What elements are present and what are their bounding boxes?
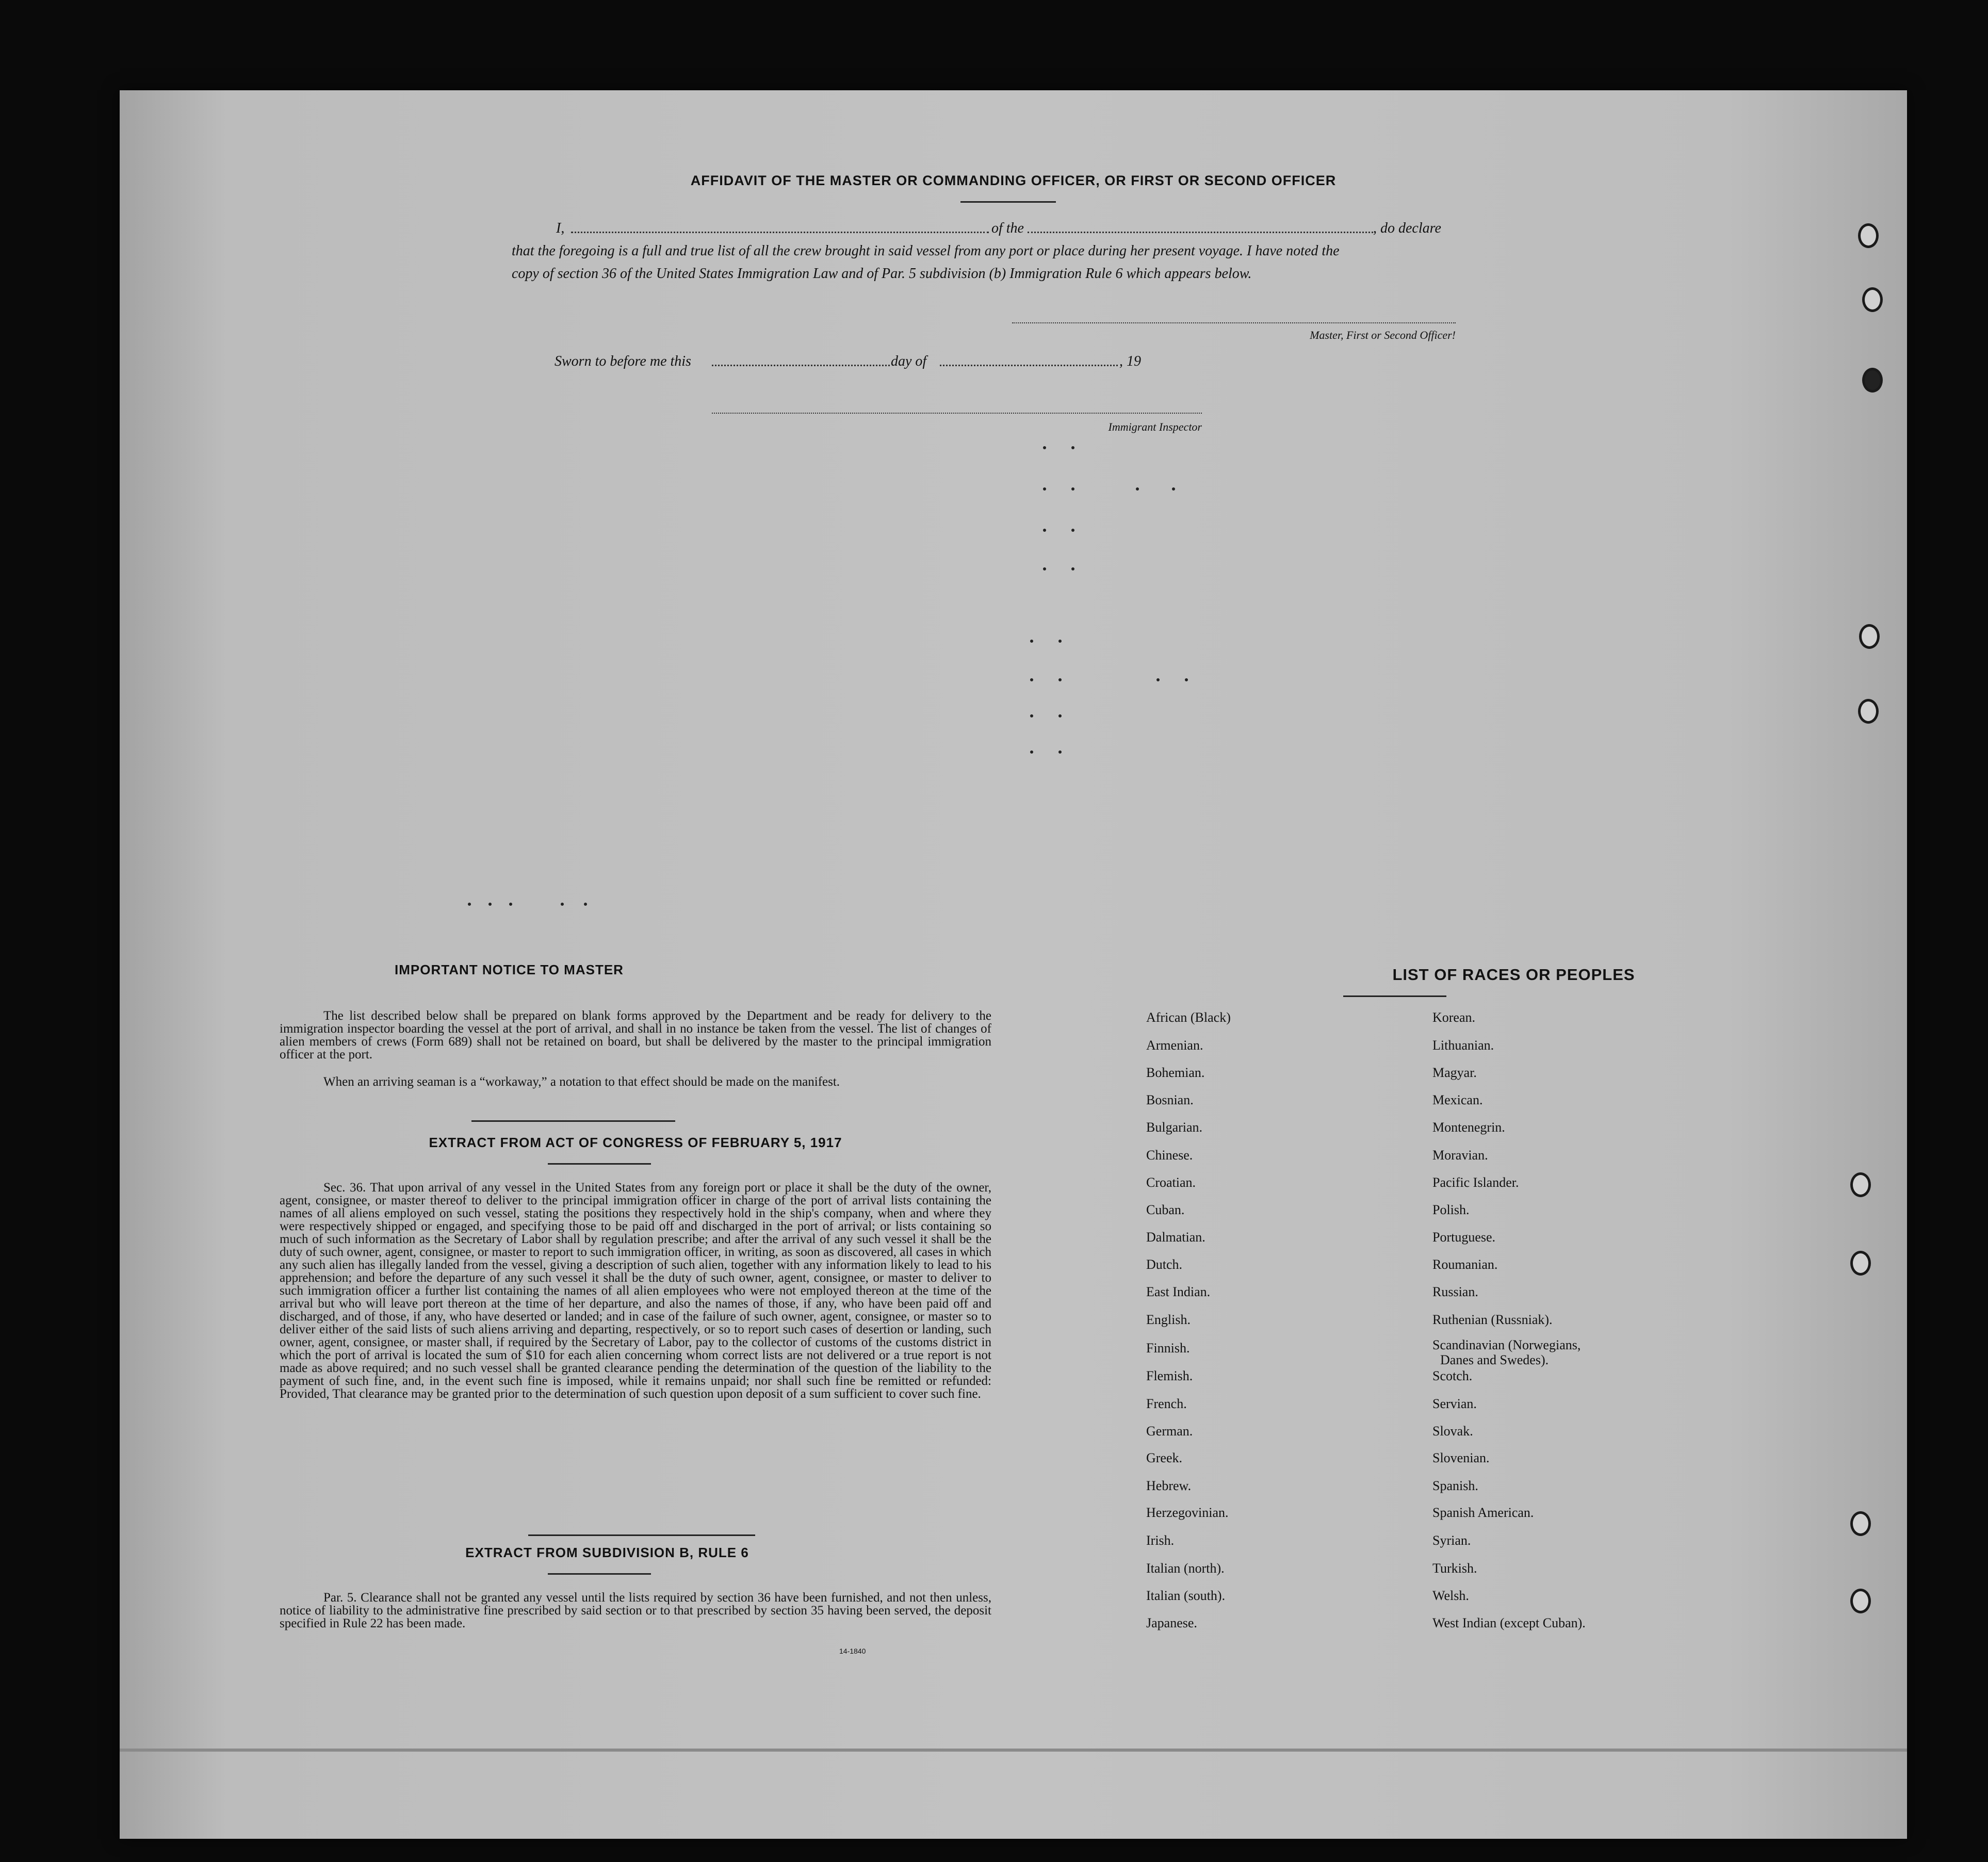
stray-mark — [561, 903, 564, 906]
stray-mark — [1030, 750, 1033, 754]
punch-hole-icon — [1859, 624, 1880, 649]
race-right-item: Welsh. — [1432, 1588, 1469, 1603]
year-label: , 19 — [1119, 353, 1141, 369]
punch-hole-icon — [1858, 223, 1879, 248]
race-right-item: Scotch. — [1432, 1368, 1473, 1383]
inspector-caption: Immigrant Inspector — [1108, 420, 1202, 433]
race-right-item: Slovak. — [1432, 1424, 1473, 1439]
stray-mark — [1058, 678, 1062, 681]
sheet-fold-line — [120, 1749, 1907, 1752]
rule-text: Par. 5. Clearance shall not be granted any vessel until the lists required by section 36 have been furnished, and not then unless, notice of liability to the administrative fine prescribed by said section or to that prescribed by section 35 having been served, the deposit specified in Rule 22 has been made. — [280, 1591, 991, 1630]
notice-divider — [471, 1120, 675, 1122]
race-right-item: Moravian. — [1432, 1148, 1488, 1163]
stray-mark — [468, 903, 471, 906]
affidavit-of-label: of the — [991, 220, 1024, 236]
race-right-item: Slovenian. — [1432, 1450, 1490, 1465]
stray-mark — [1071, 446, 1074, 449]
race-left-item: Cuban. — [1146, 1202, 1185, 1217]
act-end-divider — [528, 1534, 755, 1536]
master-name-field[interactable] — [571, 232, 989, 233]
race-left-item: Finnish. — [1146, 1341, 1190, 1355]
race-left-item: Italian (south). — [1146, 1588, 1226, 1603]
stray-mark — [509, 903, 512, 906]
race-right-item: Montenegrin. — [1432, 1120, 1505, 1135]
stray-mark — [1043, 446, 1046, 449]
stray-mark — [1058, 750, 1062, 754]
stray-mark — [1071, 487, 1074, 491]
rule-title: EXTRACT FROM SUBDIVISION B, RULE 6 — [465, 1545, 749, 1560]
race-right-item: Scandinavian (Norwegians, — [1432, 1337, 1581, 1352]
race-right-item: Korean. — [1432, 1010, 1476, 1025]
affidavit-declare-label: , do declare — [1373, 220, 1441, 236]
punch-hole-icon — [1850, 1589, 1871, 1613]
act-title: EXTRACT FROM ACT OF CONGRESS OF FEBRUARY 5, 1917 — [429, 1135, 842, 1150]
affidavit-title: AFFIDAVIT OF THE MASTER OR COMMANDING OFFICER, OR FIRST OR SECOND OFFICER — [690, 173, 1337, 188]
race-right-item: West Indian (except Cuban). — [1432, 1615, 1586, 1630]
race-right-item: Portuguese. — [1432, 1230, 1496, 1245]
affidavit-i-label: I, — [556, 220, 565, 236]
race-right-item: Ruthenian (Russniak). — [1432, 1312, 1553, 1327]
sworn-month-field[interactable] — [940, 365, 1118, 366]
punch-hole-icon — [1850, 1172, 1871, 1197]
race-left-item: Herzegovinian. — [1146, 1505, 1229, 1520]
race-right-item: Lithuanian. — [1432, 1038, 1494, 1053]
race-right-item: Polish. — [1432, 1202, 1470, 1217]
punch-hole-icon — [1850, 1251, 1871, 1276]
stray-mark — [1071, 567, 1074, 570]
stray-mark — [1136, 487, 1139, 491]
race-left-item: English. — [1146, 1312, 1191, 1327]
race-left-item: Chinese. — [1146, 1148, 1193, 1163]
race-right-item: Mexican. — [1432, 1092, 1483, 1107]
race-right-item: Roumanian. — [1432, 1257, 1498, 1272]
race-left-item: Greek. — [1146, 1450, 1183, 1465]
race-left-item: Irish. — [1146, 1533, 1175, 1548]
race-right-item: Turkish. — [1432, 1561, 1477, 1576]
document-sheet — [120, 90, 1907, 1839]
stray-mark — [1058, 640, 1062, 643]
race-left-item: African (Black) — [1146, 1010, 1231, 1025]
race-left-item: Croatian. — [1146, 1175, 1196, 1190]
race-left-item: Dutch. — [1146, 1257, 1183, 1272]
race-left-item: Armenian. — [1146, 1038, 1203, 1053]
officer-signature-line[interactable] — [1012, 322, 1456, 323]
race-left-item: Hebrew. — [1146, 1478, 1192, 1493]
day-of-label: day of — [891, 353, 927, 369]
race-left-item: German. — [1146, 1424, 1193, 1439]
race-right-item: Servian. — [1432, 1396, 1477, 1411]
notice-text-1: The list described below shall be prepared on blank forms approved by the Department and be ready for delivery to the immigration inspector boarding the vessel at the port of arrival, and shall in no instance be taken from the vessel. The list of changes of alien members of crews (Form 689) shall not be retained on board, but shall be delivered by the master to the principal immigration officer at the port. — [280, 1009, 991, 1061]
punch-hole-icon — [1850, 1511, 1871, 1536]
affidavit-line-3: copy of section 36 of the United States Immigration Law and of Par. 5 subdivision (b) Immigration Rule 6 which appears below. — [512, 266, 1252, 282]
race-left-item: Flemish. — [1146, 1368, 1193, 1383]
race-left-item: Italian (north). — [1146, 1561, 1225, 1576]
race-right-item: Russian. — [1432, 1284, 1478, 1299]
stray-mark — [1185, 678, 1188, 681]
stray-mark — [1058, 714, 1062, 717]
race-right-item: Danes and Swedes). — [1440, 1352, 1549, 1367]
sworn-label: Sworn to before me this — [555, 353, 691, 369]
title-underline — [960, 201, 1056, 203]
race-right-item: Spanish. — [1432, 1478, 1478, 1493]
stray-mark — [1030, 714, 1033, 717]
form-number: 14-1840 — [839, 1647, 866, 1655]
races-title: LIST OF RACES OR PEOPLES — [1392, 966, 1635, 984]
act-text: Sec. 36. That upon arrival of any vessel in the United States from any foreign port or place it shall be the duty of the owner, agent, consignee, or master thereof to deliver to the principal immigration officer in charge of the port of arrival lists containing the names of all aliens employed on such vessel, stating the positions they respectively hold in the ship's company, when and where they were respectively shipped or engaged, and specifying those to be paid off and discharged in the port of arrival; or lists containing so much of such information as the Secretary of Labor shall by regulation prescribe; and after the arrival of any such vessel it shall be the duty of such owner, agent, consignee, or master to report to such immigration officer, in writing, as soon as discovered, all cases in which any such alien has illegally landed from the vessel, giving a description of such alien, together with any information likely to lead to his apprehension; and before the departure of any such vessel it shall be the duty of such owner, agent, consignee, or master to deliver to such immigration officer a further list containing the names of all alien employees who were not employed thereon at the time of the arrival but who will leave port thereon at the time of her departure, and also the names of those, if any, who have been paid off and discharged, and of those, if any, who have deserted or landed; and in case of the failure of such owner, agent, consignee, or master so to deliver either of the said lists of such aliens arriving and departing, respectively, or so to report such cases of desertion or landing, such owner, agent, consignee, or master shall, if required by the Secretary of Labor, pay to the collector of customs of the customs district in which the port of arrival is located the sum of $10 for each alien concerning whom correct lists are not delivered or a true report is not made as above required; and no such vessel shall be granted clearance pending the determination of the question of the liability to the payment of such fine, and, in the event such fine is imposed, while it remains unpaid; nor shall such fine be remitted or refunded: Provided, That clearance may be granted prior to the determination of such question upon deposit of a sum sufficient to cover such fine. — [280, 1181, 991, 1401]
sworn-day-field[interactable] — [712, 365, 890, 366]
stray-mark — [1030, 640, 1033, 643]
race-left-item: Bosnian. — [1146, 1092, 1194, 1107]
stray-mark — [1071, 529, 1074, 532]
race-right-item: Spanish American. — [1432, 1505, 1534, 1520]
race-left-item: French. — [1146, 1396, 1187, 1411]
stray-mark — [1156, 678, 1160, 681]
races-divider — [1343, 995, 1446, 997]
stray-mark — [1043, 487, 1046, 491]
race-left-item: Bohemian. — [1146, 1065, 1205, 1080]
stray-mark — [1172, 487, 1175, 491]
race-left-item: Bulgarian. — [1146, 1120, 1203, 1135]
inspector-signature-line[interactable] — [712, 413, 1202, 414]
race-right-item: Syrian. — [1432, 1533, 1471, 1548]
race-left-item: Dalmatian. — [1146, 1230, 1205, 1245]
vessel-name-field[interactable] — [1028, 232, 1373, 233]
race-right-item: Pacific Islander. — [1432, 1175, 1519, 1190]
race-left-item: East Indian. — [1146, 1284, 1211, 1299]
stray-mark — [1043, 567, 1046, 570]
stray-mark — [488, 903, 492, 906]
stray-mark — [584, 903, 587, 906]
race-right-item: Magyar. — [1432, 1065, 1477, 1080]
act-divider — [548, 1163, 651, 1165]
rule-divider — [548, 1573, 651, 1575]
race-left-item: Japanese. — [1146, 1615, 1197, 1630]
punch-hole-icon — [1858, 699, 1879, 724]
notice-title: IMPORTANT NOTICE TO MASTER — [395, 962, 624, 977]
punch-hole-icon — [1862, 287, 1883, 312]
officer-caption: Master, First or Second Officer! — [1310, 329, 1456, 341]
affidavit-line-2: that the foregoing is a full and true list of all the crew brought in said vessel from any port or place during her present voyage. I have noted the — [512, 243, 1340, 259]
punch-hole-icon — [1862, 368, 1883, 393]
stray-mark — [1030, 678, 1033, 681]
notice-text-2: When an arriving seaman is a “workaway,” a notation to that effect should be made on the manifest. — [323, 1075, 840, 1089]
stray-mark — [1043, 529, 1046, 532]
